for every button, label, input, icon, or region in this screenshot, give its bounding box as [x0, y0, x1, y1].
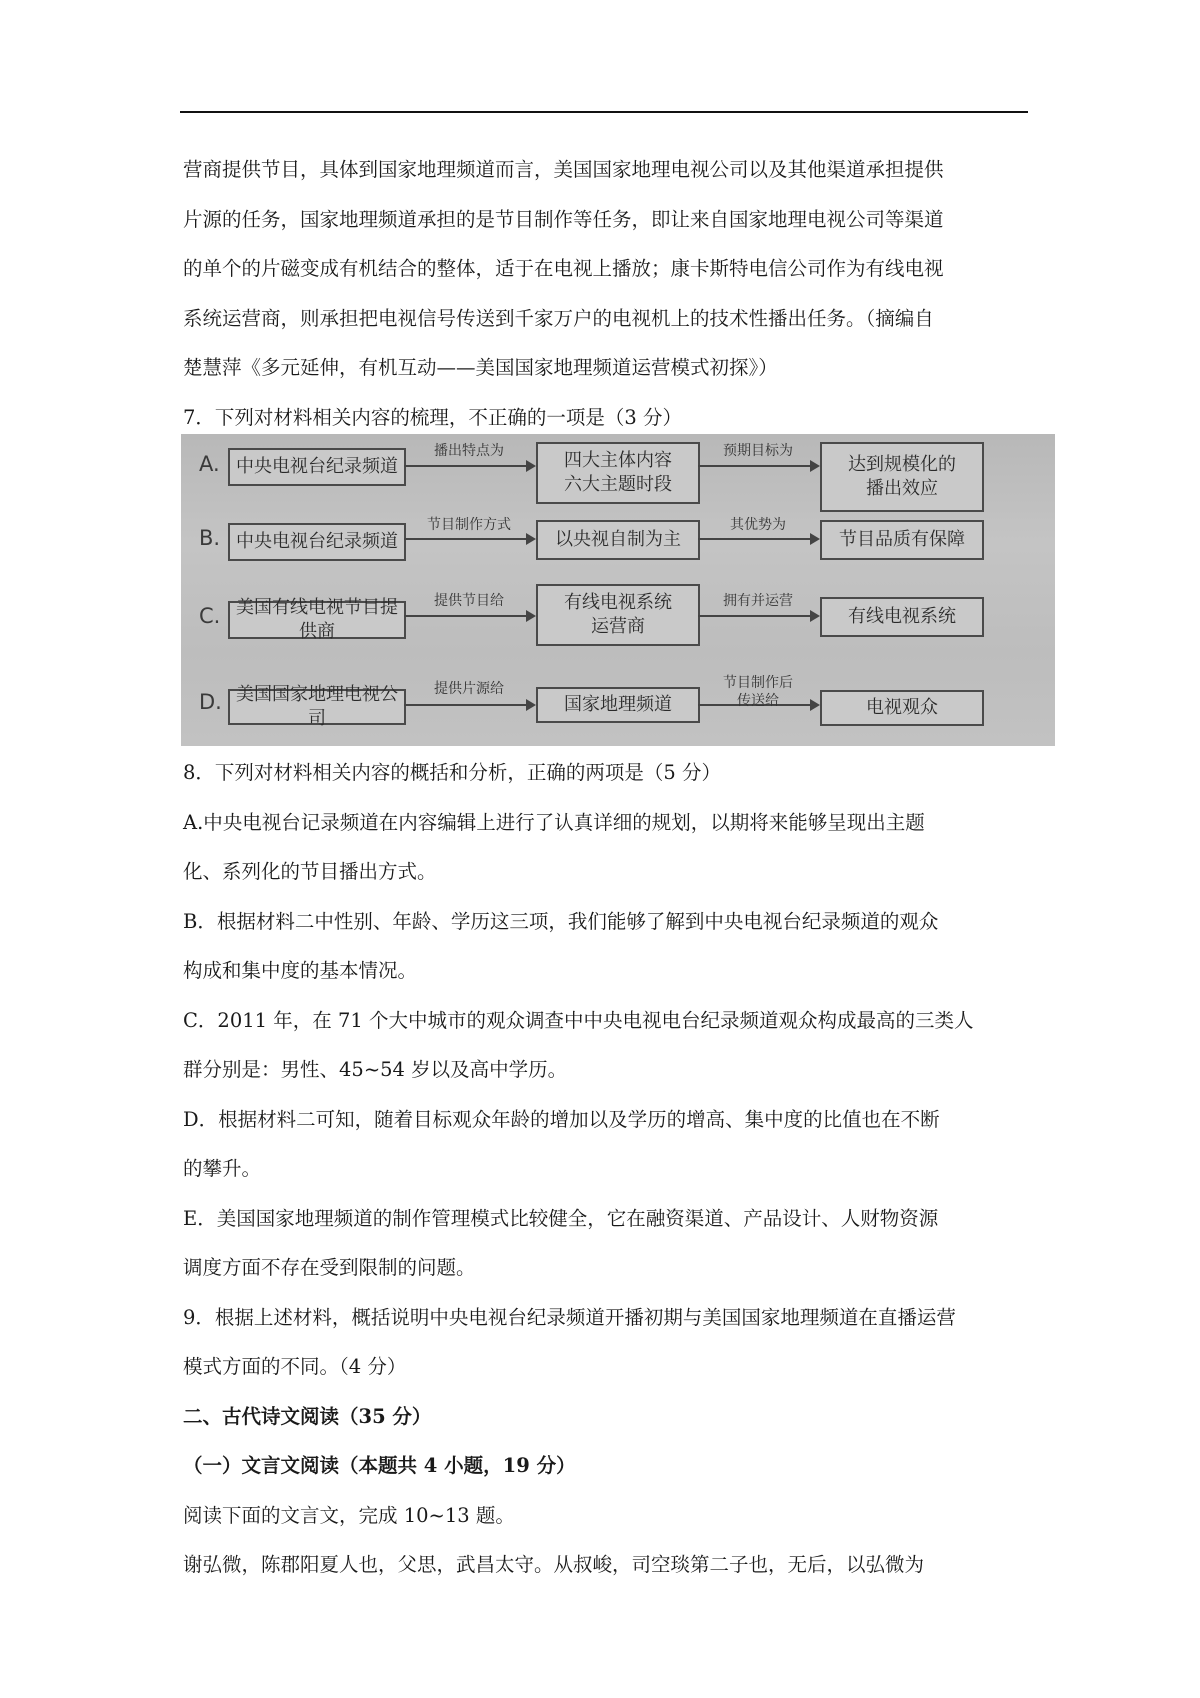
row-c-letter: C.: [199, 604, 221, 628]
section-heading: 二、古代诗文阅读（35 分）: [183, 1404, 432, 1428]
row-d-label-1: 提供片源给: [434, 681, 504, 697]
text-line: C．2011 年，在 71 个大中城市的观众调查中中央电视电台纪录频道观众构成最高的三类人: [183, 1008, 974, 1032]
header-rule: [180, 111, 1028, 113]
text-line: 构成和集中度的基本情况。: [183, 959, 418, 982]
row-b-middle-box: 以央视自制为主: [536, 520, 700, 560]
row-c-target-box: 有线电视系统: [820, 597, 984, 637]
text-line: 楚慧萍《多元延伸，有机互动——美国国家地理频道运营模式初探》）: [183, 356, 778, 379]
text-line: 系统运营商，则承担把电视信号传送到千家万户的电视机上的技术性播出任务。（摘编自: [183, 306, 934, 330]
row-d-target-box: 电视观众: [820, 690, 984, 726]
row-a-target-box: 达到规模化的 播出效应: [820, 442, 984, 512]
text-line: 阅读下面的文言文，完成 10~13 题。: [183, 1503, 515, 1527]
text-line: E．美国国家地理频道的制作管理模式比较健全，它在融资渠道、产品设计、人财物资源: [183, 1206, 939, 1230]
row-c-arrow-2: [698, 615, 818, 617]
row-b-letter: B.: [199, 526, 221, 550]
text-line: 片源的任务，国家地理频道承担的是节目制作等任务，即让来自国家地理电视公司等渠道: [183, 207, 944, 231]
text-line: 谢弘微，陈郡阳夏人也，父思，武昌太守。从叔峻，司空琰第二子也，无后，以弘微为: [183, 1553, 925, 1576]
intro-paragraph: [183, 145, 1033, 393]
subsection-heading: （一）文言文阅读（本题共 4 小题，19 分）: [183, 1454, 576, 1477]
text-line: 群分别是：男性、45~54 岁以及高中学历。: [183, 1058, 568, 1081]
text-line: 9．根据上述材料，概括说明中央电视台纪录频道开播初期与美国国家地理频道在直播运营: [183, 1305, 956, 1329]
row-a-middle-box: 四大主体内容 六大主题时段: [536, 442, 700, 504]
row-d-label-2: 节目制作后 传送给: [723, 675, 793, 709]
text-line: 调度方面不存在受到限制的问题。: [183, 1256, 476, 1279]
row-d-letter: D.: [199, 690, 222, 714]
row-c-arrow-1: [404, 615, 534, 617]
text-line: D．根据材料二可知，随着目标观众年龄的增加以及学历的增高、集中度的比值也在不断: [183, 1107, 940, 1131]
text-line: A.中央电视台记录频道在内容编辑上进行了认真详细的规划，以期将来能够呈现出主题: [183, 810, 925, 834]
text-line: B．根据材料二中性别、年龄、学历这三项，我们能够了解到中央电视台纪录频道的观众: [183, 909, 939, 933]
row-b-source-box: 中央电视台纪录频道: [228, 523, 406, 561]
row-d-source-box: 美国国家地理电视公司: [228, 689, 406, 725]
text-line: 的单个的片磁变成有机结合的整体，适于在电视上播放；康卡斯特电信公司作为有线电视: [183, 257, 944, 280]
row-c-label-2: 拥有并运营: [723, 593, 793, 609]
text-line: 8．下列对材料相关内容的概括和分析，正确的两项是（5 分）: [183, 761, 722, 784]
row-b-arrow-2: [698, 538, 818, 540]
row-d-middle-box: 国家地理频道: [536, 687, 700, 723]
row-d-arrow-1: [404, 704, 534, 706]
text-line: 化、系列化的节目播出方式。: [183, 860, 437, 883]
row-b-arrow-1: [404, 538, 534, 540]
row-a-source-box: 中央电视台纪录频道: [228, 448, 406, 486]
row-a-label-1: 播出特点为: [434, 443, 504, 459]
question-7: 7．下列对材料相关内容的梳理，不正确的一项是（3 分）: [183, 406, 683, 429]
row-a-letter: A.: [199, 452, 220, 476]
row-b-label-2: 其优势为: [730, 517, 786, 533]
flow-diagram: [181, 434, 1055, 746]
row-b-label-1: 节目制作方式: [427, 517, 511, 533]
row-c-middle-box: 有线电视系统 运营商: [536, 584, 700, 646]
text-line: 营商提供节目，具体到国家地理频道而言，美国国家地理电视公司以及其他渠道承担提供: [183, 158, 944, 181]
row-a-label-2: 预期目标为: [723, 443, 793, 459]
row-a-arrow-2: [698, 465, 818, 467]
row-c-source-box: 美国有线电视节目提供商: [228, 601, 406, 639]
row-c-label-1: 提供节目给: [434, 593, 504, 609]
text-line: 模式方面的不同。（4 分）: [183, 1355, 407, 1378]
questions-8-9-and-section-2: [183, 748, 1033, 1590]
row-a-arrow-1: [404, 465, 534, 467]
row-b-target-box: 节目品质有保障: [820, 520, 984, 560]
text-line: 的攀升。: [183, 1157, 262, 1180]
